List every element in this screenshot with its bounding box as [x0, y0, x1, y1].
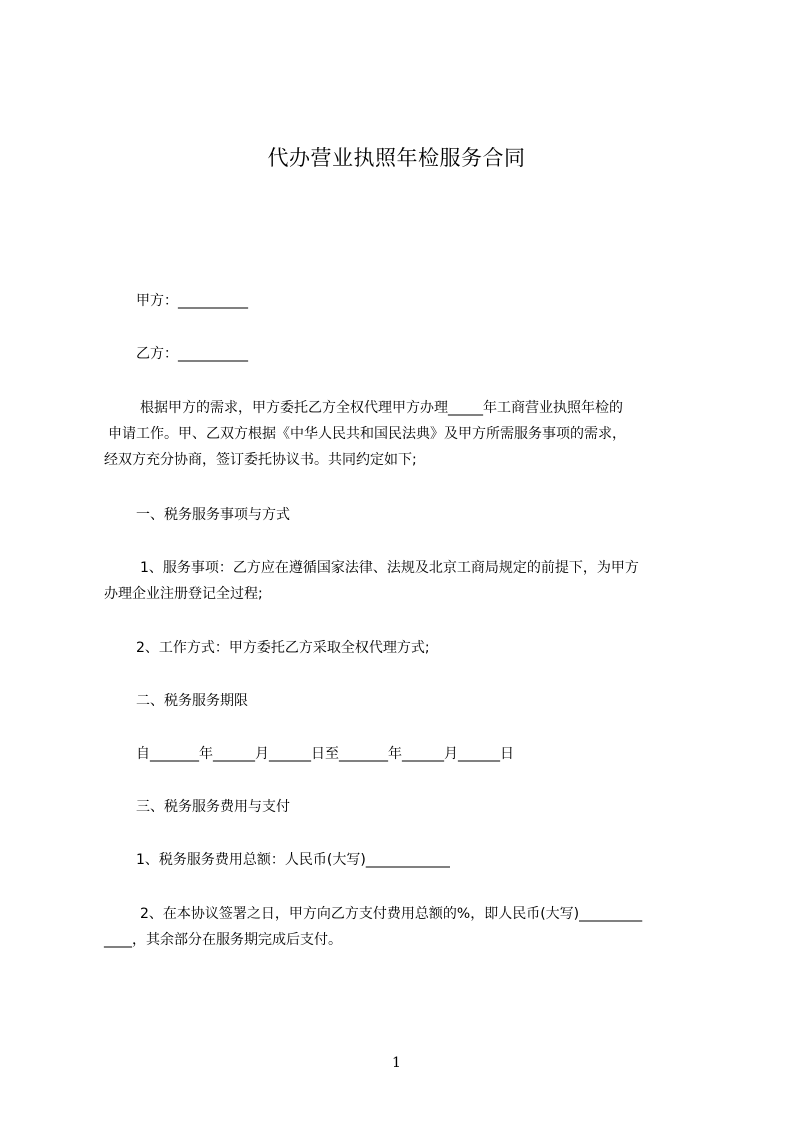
intro-paragraph [104, 395, 704, 473]
section-3-heading: 三、税务服务费用与支付 [136, 799, 290, 815]
page-number: 1 [392, 1055, 401, 1071]
section-1-heading: 一、税务服务事项与方式 [136, 507, 290, 523]
contract-title: 代办营业执照年检服务合同 [267, 146, 526, 170]
intro-line-1: 根据甲方的需求，甲方委托乙方全权代理甲方办理_____年工商营业执照年检的 [140, 400, 623, 416]
party-b-field: 乙方：__________ [136, 346, 248, 362]
party-a-field: 甲方：__________ [136, 293, 248, 309]
section-1-item-2: 2、工作方式：甲方委托乙方采取全权代理方式; [136, 640, 430, 656]
service-period-field: 自_______年______月______日至_______年______月______日 [136, 746, 514, 762]
section-3-item-2 [104, 901, 704, 953]
section-3-item-2-line-2: ____，其余部分在服务期完成后支付。 [104, 932, 342, 948]
section-3-item-2-line-1: 2、在本协议签署之日，甲方向乙方支付费用总额的%，即人民币(大写)_________ [140, 906, 643, 922]
section-1-item-1-line-1: 1、服务事项：乙方应在遵循国家法律、法规及北京工商局规定的前提下，为甲方 [140, 560, 639, 576]
intro-line-2: 申请工作。甲、乙双方根据《中华人民共和国民法典》及甲方所需服务事项的需求， [108, 426, 626, 442]
section-2-heading: 二、税务服务期限 [136, 693, 248, 709]
section-1-item-1 [104, 555, 704, 607]
section-3-item-1: 1、税务服务费用总额：人民币(大写)____________ [136, 852, 450, 868]
intro-line-3: 经双方充分协商，签订委托协议书。共同约定如下; [104, 452, 417, 468]
section-1-item-1-line-2: 办理企业注册登记全过程; [104, 586, 263, 602]
